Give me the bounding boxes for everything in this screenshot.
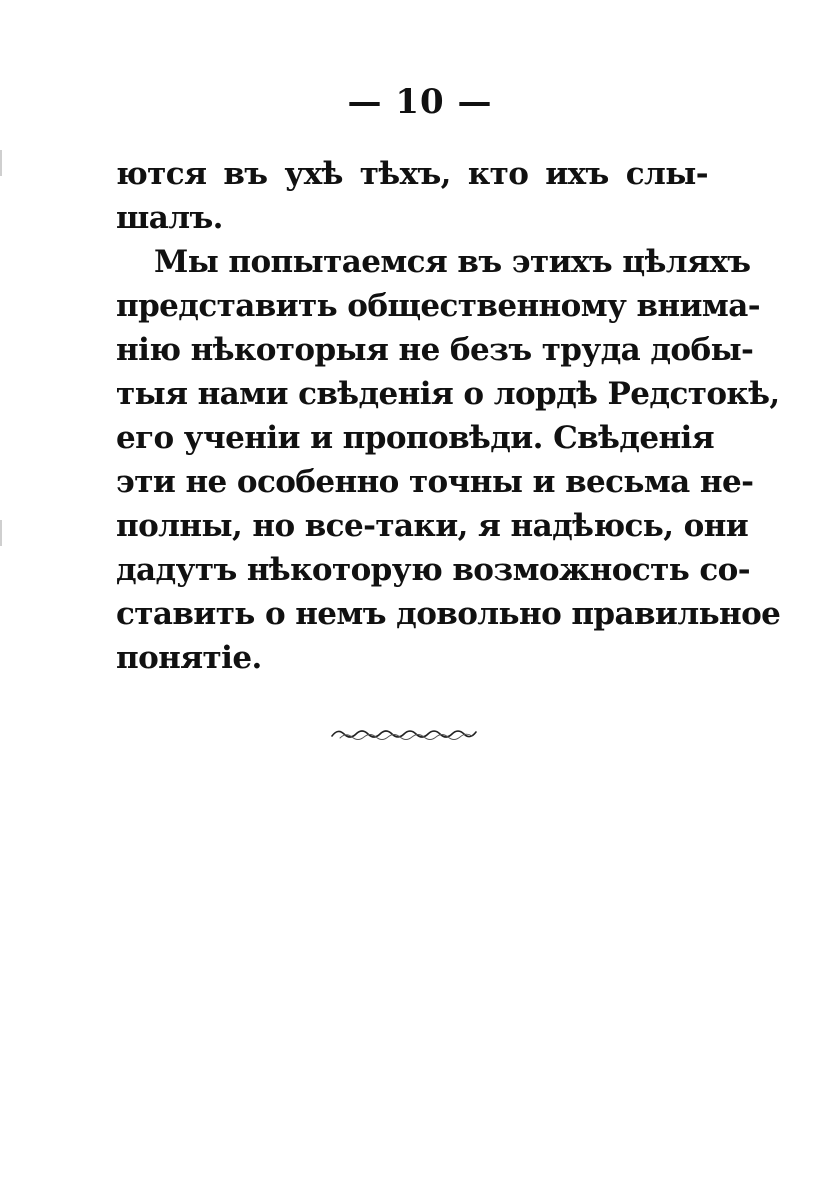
page-edge-mark-top xyxy=(0,150,2,176)
body-text xyxy=(116,152,781,680)
text-line: нію нѣкоторыя не безъ труда добы- xyxy=(116,332,754,368)
text-line: представить общественному внима- xyxy=(116,288,760,324)
page-number: — 10 — xyxy=(347,82,493,122)
text-line: ются въ ухѣ тѣхъ, кто ихъ слы- xyxy=(116,156,708,192)
page-edge-mark-middle xyxy=(0,520,2,546)
text-line: понятіе. xyxy=(116,640,262,676)
text-line: полны, но все-таки, я надѣюсь, они xyxy=(116,508,749,544)
ornament-wave-accent xyxy=(340,734,472,739)
text-line: ставить о немъ довольно правильное xyxy=(116,596,781,632)
text-line: Мы попытаемся въ этихъ цѣляхъ xyxy=(154,244,751,280)
wavy-line-ornament xyxy=(330,722,482,744)
text-line: тыя нами свѣденія о лордѣ Редстокѣ, xyxy=(116,376,780,412)
ornament-wave-path xyxy=(332,731,476,737)
text-line: шалъ. xyxy=(116,200,223,236)
text-line: его ученіи и проповѣди. Свѣденія xyxy=(116,420,715,456)
text-line: дадутъ нѣкоторую возможность со- xyxy=(116,552,750,588)
text-line: эти не особенно точны и весьма не- xyxy=(116,464,754,500)
